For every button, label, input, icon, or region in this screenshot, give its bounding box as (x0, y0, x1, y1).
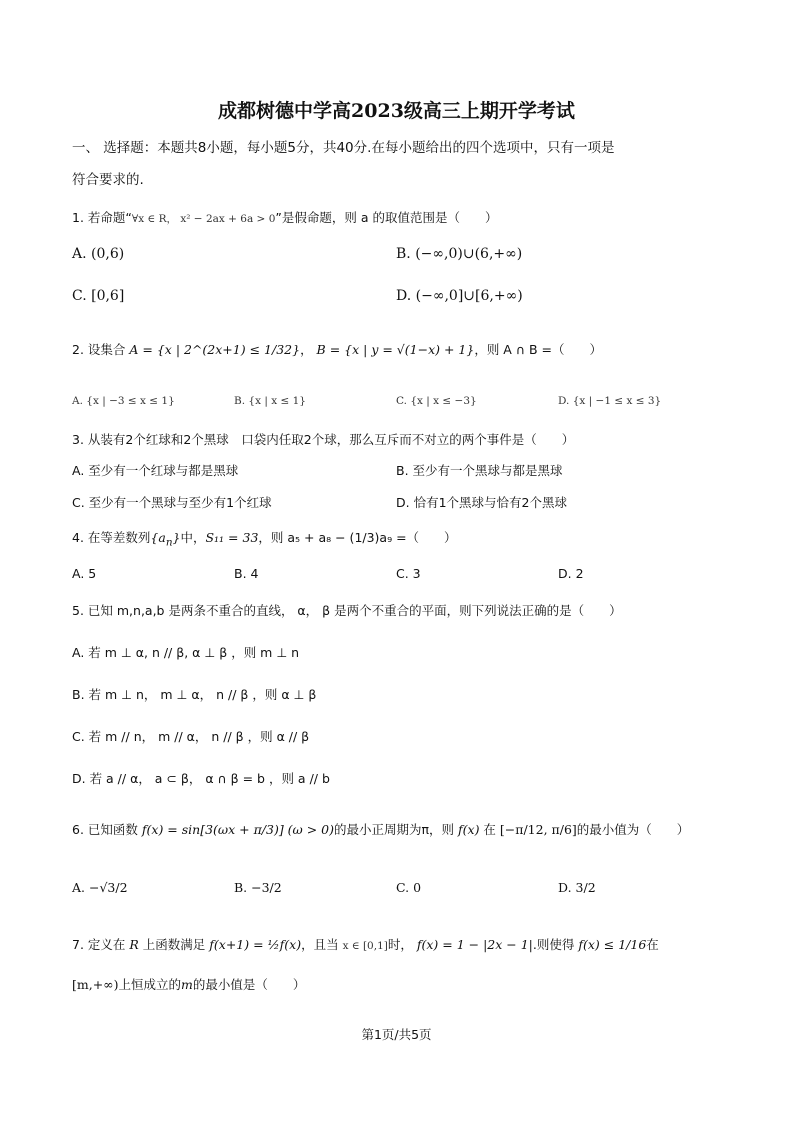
q2-option-b: B. {x | x ≤ 1} (234, 395, 306, 407)
q7-variable-m: m (180, 977, 193, 992)
q6-option-a: A. −√3/2 (72, 880, 128, 895)
q2-option-d: D. {x | −1 ≤ x ≤ 3} (558, 395, 662, 407)
q2-set-b: B = {x | y = √(1−x) + 1} (316, 342, 475, 357)
q7-inequality: f(x) ≤ 1/16 (578, 937, 647, 952)
q2-set-a: A = {x | 2^(2x+1) ≤ 1/32} (129, 342, 301, 357)
q6-option-c: C. 0 (396, 880, 422, 895)
section-instructions-line2: 符合要求的. (72, 172, 144, 188)
q1-prefix: 1. 若命题“ (72, 210, 132, 225)
q7-interval: x ∈ [0,1] (342, 940, 388, 952)
question-7-stem-line2 (72, 975, 305, 993)
q6-option-b: B. −3/2 (234, 880, 282, 895)
question-1-stem (72, 208, 497, 226)
question-3-stem: 3. 从装有2个红球和2个黑球 口袋内任取2个球，那么互斥而不对立的两个事件是（ ） (72, 432, 575, 447)
q7-mid4: .则使得 (532, 937, 575, 952)
q7-domain-r: R (125, 937, 143, 952)
q5-option-d: D. 若 a // α， a ⊂ β， α ∩ β = b ，则 a // b (72, 771, 330, 786)
q4-condition: S₁₁ = 33 (205, 530, 259, 545)
q6-option-d: D. 3/2 (558, 880, 596, 895)
q3-option-b: B. 至少有一个黑球与都是黑球 (396, 463, 563, 478)
q1-formula: ∀x ∈ R， x² − 2ax + 6a > 0 (131, 213, 276, 225)
q6-interval: [−π/12, π/6] (499, 822, 577, 837)
q7-mid2: ，且当 (301, 937, 339, 952)
q7-definition: f(x) = 1 − |2x − 1| (416, 937, 533, 952)
section-instructions-line1: 一、 选择题：本题共8小题，每小题5分，共40分.在每小题给出的四个选项中，只有一项是 (72, 140, 615, 156)
q3-option-d: D. 恰有1个黑球与恰有2个黑球 (396, 495, 567, 510)
q2-option-c: C. {x | x ≤ −3} (396, 395, 477, 407)
q5-option-b: B. 若 m ⊥ n， m ⊥ α， n // β ，则 α ⊥ β (72, 687, 317, 702)
q4-ask: ，则 a₅ + a₈ − (1/3)a₉ =（ ） (258, 530, 457, 545)
question-4-stem (72, 528, 457, 549)
exam-title: 成都树德中学高2023级高三上期开学考试 (218, 100, 575, 122)
q6-function: f(x) = sin[3(ωx + π/3)] (ω > 0) (141, 822, 334, 837)
q1-option-a: A. (0,6) (72, 246, 125, 262)
question-2-stem: 2. 设集合 A = {x | 2^(2x+1) ≤ 1/32}， B = {x | y = √(1−x) + 1}，则 A ∩ B =（ ） (72, 342, 602, 357)
q2-suffix: ，则 A ∩ B =（ ） (474, 342, 602, 357)
q7-prefix: 7. 定义在 (72, 937, 126, 952)
q6-mid: 的最小正周期为π，则 (334, 822, 455, 837)
q4-option-b: B. 4 (234, 566, 259, 581)
q4-option-c: C. 3 (396, 566, 421, 581)
q1-option-c: C. [0,6] (72, 288, 125, 304)
q3-option-c: C. 至少有一个黑球与至少有1个红球 (72, 495, 272, 510)
q5-option-c: C. 若 m // n， m // α， n // β ，则 α // β (72, 729, 310, 744)
q1-option-b: B. (−∞,0)∪(6,+∞) (396, 246, 523, 262)
q6-suffix: 的最小值为（ ） (576, 822, 690, 837)
q7-functional-eq: f(x+1) = ½f(x) (209, 937, 302, 952)
q6-prefix: 6. 已知函数 (72, 822, 138, 837)
q1-suffix: ”是假命题，则 a 的取值范围是（ ） (275, 210, 498, 225)
q7-line2: 上恒成立的 (118, 977, 181, 992)
question-5-stem: 5. 已知 m,n,a,b 是两条不重合的直线， α， β 是两个不重合的平面，则下列说法正确的是（ ） (72, 603, 622, 618)
q7-mid5: 在 (646, 937, 659, 952)
q2-option-a: A. {x | −3 ≤ x ≤ 1} (72, 395, 175, 407)
question-7-stem-line1 (72, 935, 659, 953)
q7-line2b: 的最小值是（ ） (192, 977, 306, 992)
q5-option-a: A. 若 m ⊥ α, n // β, α ⊥ β ，则 m ⊥ n (72, 645, 300, 660)
page-footer: 第1页/共5页 (361, 1027, 432, 1042)
q1-option-d: D. (−∞,0]∪[6,+∞) (396, 288, 523, 304)
q6-fx-symbol: f(x) (458, 822, 480, 837)
q7-mid3: 时， (387, 937, 413, 952)
q4-sequence: $\{a_n\}$ (150, 530, 181, 549)
q7-range: [m,+∞) (72, 977, 119, 992)
q3-option-a: A. 至少有一个红球与都是黑球 (72, 463, 239, 478)
q7-mid1: 上函数满足 (142, 937, 206, 952)
q2-prefix: 2. 设集合 (72, 342, 126, 357)
q4-prefix: 4. 在等差数列 (72, 530, 151, 545)
question-6-stem: 6. 已知函数 f(x) = sin[3(ωx + π/3)] (ω > 0)的最小正周期为π，则 f(x) 在 [−π/12, π/6]的最小值为（ ） (72, 822, 690, 837)
q4-option-d: D. 2 (558, 566, 584, 581)
q4-mid: 中， (180, 530, 206, 545)
q4-option-a: A. 5 (72, 566, 97, 581)
